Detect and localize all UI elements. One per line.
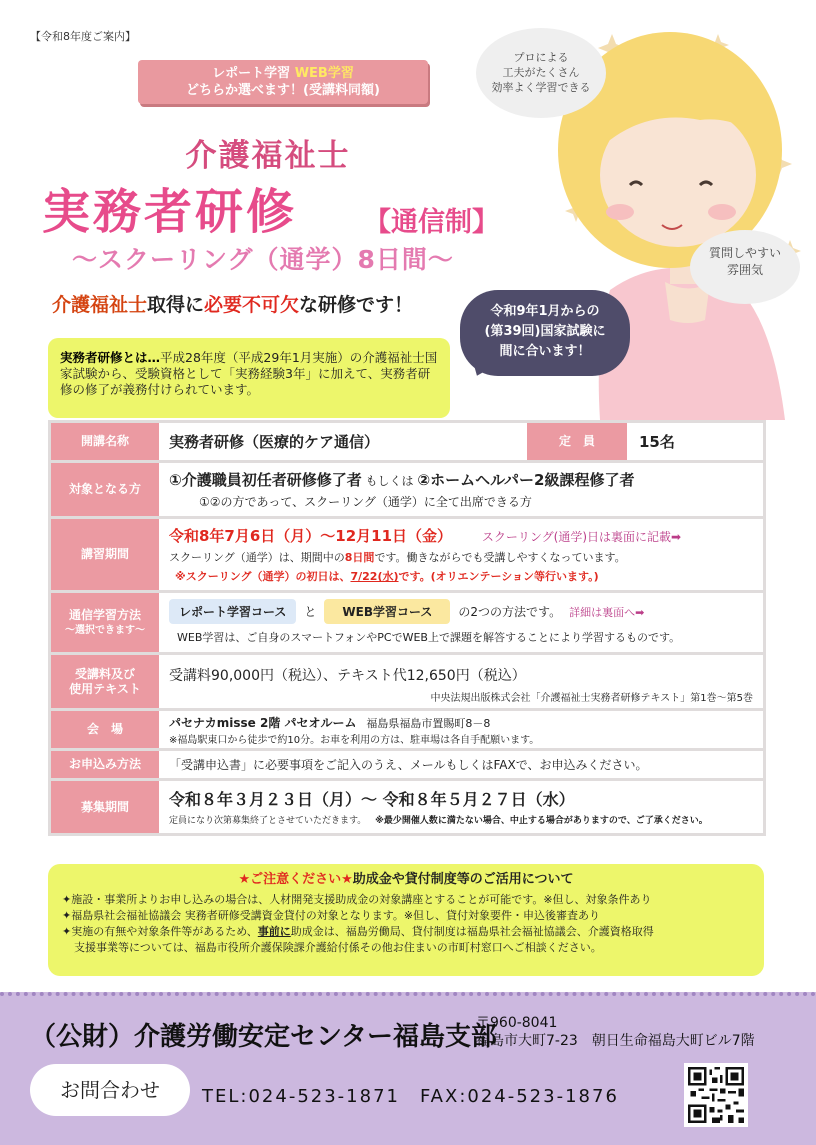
- row-method: [51, 593, 763, 655]
- bubble1-line-1: プロによる: [513, 51, 569, 64]
- venue-cell: [159, 711, 763, 748]
- exam-speech-bubble: [460, 290, 630, 376]
- tagline-part-3: 必要不可欠: [204, 294, 300, 316]
- period-note-c: です。働きながらでも受講しやすくなっています。: [374, 551, 626, 564]
- venue-label: 会 場: [51, 711, 159, 748]
- notice-line-1: ✦施設・事業所よりお申し込みの場合は、人材開発支援助成金の対象講座とすることが可能です。※但し、対象条件あり: [62, 893, 652, 906]
- target-or: もしくは: [365, 474, 414, 488]
- venue-address: 福島県福島市置賜町8－8: [366, 717, 491, 730]
- period-first-day: 7/22(水): [350, 570, 399, 583]
- course-name-value: 実務者研修（医療的ケア通信）: [169, 433, 380, 451]
- bubble2-line-1: 質問しやすい: [708, 246, 781, 260]
- recruit-main: 令和８年３月２３日（月）～ 令和８年５月２７日（水）: [169, 790, 575, 809]
- venue-name: パセナカmisse 2階 パセオルーム: [169, 716, 357, 730]
- capacity-value: 15名: [639, 433, 675, 451]
- fee-main: 受講料90,000円（税込）、テキスト代12,650円（税込）: [169, 668, 526, 684]
- organization-address: [476, 1014, 755, 1050]
- course-name-label: 開講名称: [51, 423, 159, 460]
- row-course-name: [51, 423, 763, 463]
- title-line-1: 介護福祉士: [185, 138, 351, 174]
- method-and: と: [304, 605, 317, 619]
- method-detail: 詳細は裏面へ➡: [569, 605, 645, 619]
- method-tail: の2つの方法です。: [458, 605, 562, 619]
- period-note-days: 8日間: [344, 551, 375, 564]
- phone-fax[interactable]: TEL:024-523-1871 FAX:024-523-1876: [202, 1086, 619, 1107]
- tagline-part-4: な研修です！: [299, 294, 414, 316]
- banner-report-label: レポート学習: [212, 66, 291, 81]
- period-schooling-note: スクーリング(通学)日は裏面に記載➡: [481, 530, 682, 544]
- method-label-1: 通信学習方法: [68, 607, 141, 622]
- feature-bubble-1: [476, 28, 606, 118]
- tagline: [52, 290, 413, 317]
- banner-web-label: WEB学習: [294, 66, 354, 81]
- street-address: 福島市大町7-23 朝日生命福島大町ビル7階: [476, 1033, 755, 1049]
- row-recruit: [51, 781, 763, 833]
- row-period: [51, 519, 763, 593]
- contact-label: お問合わせ: [30, 1064, 190, 1116]
- notice-line-3a: ✦実施の有無や対象条件等があるため、: [62, 925, 258, 938]
- recruit-note-a: 定員になり次第募集終了とさせていただきます。: [169, 816, 367, 826]
- period-cell: [159, 519, 763, 590]
- target-label: 対象となる方: [51, 463, 159, 516]
- bubble1-line-2: 工夫がたくさん: [502, 66, 580, 79]
- postal-code: 〒960-8041: [476, 1015, 558, 1031]
- notice-title-text: 助成金や貸付制度等のご活用について: [352, 872, 574, 887]
- bubble2-line-2: 雰囲気: [726, 263, 763, 277]
- course-choice-banner: [138, 60, 428, 104]
- feature-bubble-2: [690, 230, 800, 304]
- intro-text: 平成28年度（平成29年1月実施）の介護福祉士国家試験から、受験資格として「実務経験3年」に加えて、実務者研修の修了が義務付けられています。: [60, 350, 438, 397]
- row-target: [51, 463, 763, 519]
- title-line-2: 実務者研修: [42, 184, 298, 240]
- intro-lead: 実務者研修とは…: [60, 350, 161, 365]
- banner-line-2: どちらか選べます！(受講料同額): [186, 83, 380, 98]
- apply-text: 「受講申込書」に必要事項をご記入のうえ、メールもしくはFAXで、お申込みください。: [169, 758, 648, 772]
- subsidy-notice-box: [48, 864, 764, 976]
- fee-label-1: 受講料及び: [74, 666, 135, 681]
- recruit-note-b: ※最少開催人数に満たない場合、中止する場合がありますので、ご了承ください。: [375, 816, 708, 826]
- notice-line-3b: 事前に: [257, 925, 291, 938]
- organization-name: （公財）介護労働安定センター福島支部: [30, 1022, 497, 1052]
- target-option-b: ②ホームヘルパー2級課程修了者: [417, 471, 635, 489]
- speech-line-1: 令和9年1月からの: [490, 304, 600, 319]
- row-venue: [51, 711, 763, 751]
- notice-title-caution: ★ご注意ください★: [238, 872, 353, 887]
- period-note2-c: です。(オリエンテーション等行います。): [398, 570, 599, 583]
- tagline-part-2: 取得に: [147, 294, 205, 316]
- web-course-pill: WEB学習コース: [324, 599, 450, 624]
- course-info-table: [48, 420, 766, 836]
- fee-textbook: 中央法規出版株式会社「介護福祉士実務者研修テキスト」第1巻～第5巻: [430, 693, 753, 704]
- fee-label-2: 使用テキスト: [69, 681, 141, 696]
- notice-title: [62, 872, 750, 888]
- speech-line-3: 間に合います！: [499, 344, 591, 359]
- capacity-label: 定 員: [527, 423, 627, 460]
- bubble1-line-3: 効率よく学習できる: [491, 81, 591, 94]
- venue-note: ※福島駅東口から徒歩で約10分。お車を利用の方は、駐車場は各自手配願います。: [169, 735, 540, 746]
- target-option-a: ①介護職員初任者研修修了者: [169, 471, 362, 489]
- period-main: 令和8年7月6日（月）～12月11日（金）: [169, 527, 453, 545]
- period-label: 講習期間: [51, 519, 159, 590]
- row-apply: [51, 751, 763, 781]
- notice-line-2: ✦福島県社会福祉協議会 実務者研修受講資金貸付の対象となります。※但し、貸付対象要件・申込後審査あり: [62, 909, 601, 922]
- recruit-label: 募集期間: [51, 781, 159, 833]
- target-cell: [159, 463, 763, 516]
- title-suffix: 【通信制】: [364, 207, 499, 238]
- period-note2-a: ※スクーリング（通学）の初日は、: [175, 570, 351, 583]
- target-note: ①②の方であって、スクーリング（通学）に全て出席できる方: [199, 495, 532, 509]
- course-name-cell: [159, 423, 763, 460]
- apply-label: お申込み方法: [51, 751, 159, 778]
- tagline-part-1: 介護福祉士: [52, 294, 148, 316]
- speech-line-2: (第39回)国家試験に: [484, 324, 606, 339]
- document-label: 【令和8年度ご案内】: [30, 30, 136, 43]
- recruit-cell: [159, 781, 763, 833]
- method-label: [51, 593, 159, 652]
- fee-cell: [159, 655, 763, 708]
- row-fee: [51, 655, 763, 711]
- intro-box: [48, 338, 450, 418]
- notice-line-4: 支援事業等については、福島市役所介護保険課介護給付係その他お住まいの市町村窓口へご相談ください。: [74, 941, 602, 954]
- title-line-3: ～スクーリング（通学）8日間～: [72, 245, 454, 274]
- report-course-pill: レポート学習コース: [169, 599, 296, 624]
- period-note-a: スクーリング（通学）は、期間中の: [169, 551, 345, 564]
- method-cell: [159, 593, 763, 652]
- method-note: WEB学習は、ご自身のスマートフォンやPCでWEB上で課題を解答することにより学習するものです。: [177, 631, 681, 644]
- qr-code-icon[interactable]: [684, 1063, 748, 1127]
- fee-label: [51, 655, 159, 708]
- notice-line-3c: 助成金は、福島労働局、貸付制度は福島県社会福祉協議会、介護資格取得: [290, 925, 654, 938]
- method-label-2: ～選択できます～: [65, 624, 145, 636]
